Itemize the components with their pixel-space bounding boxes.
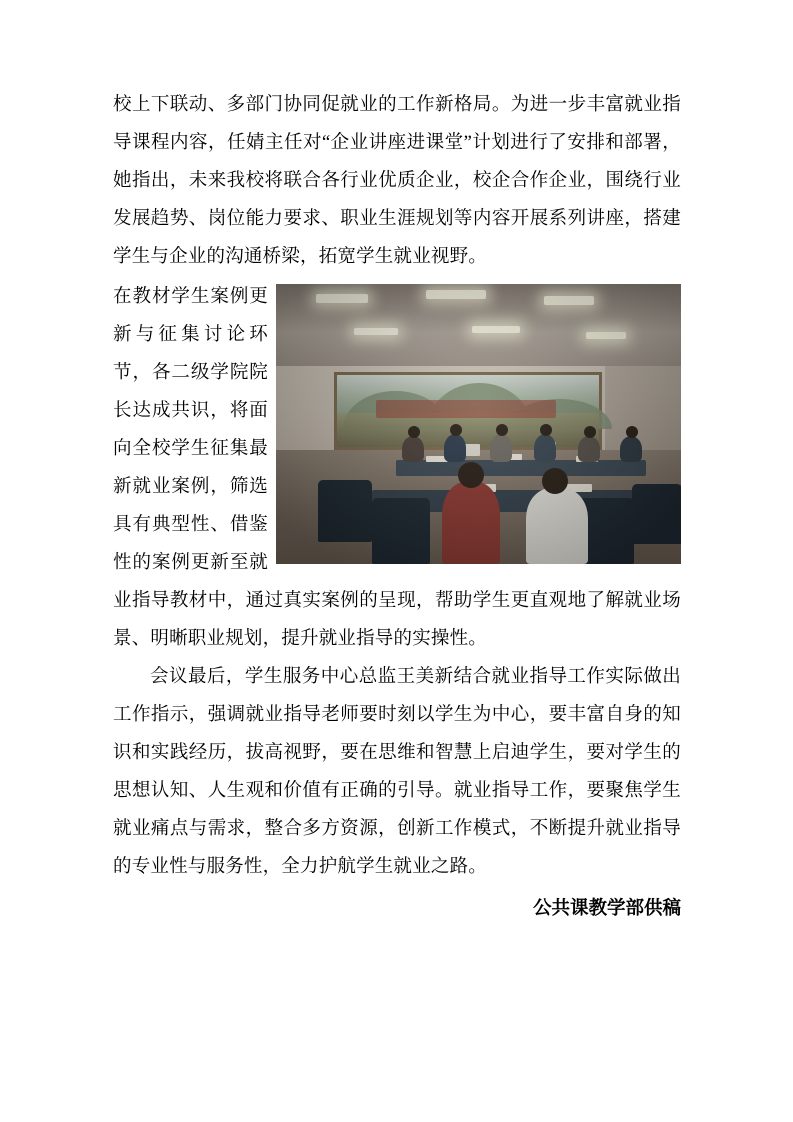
ceiling-light-5	[472, 326, 520, 333]
attendee-near-red-head	[458, 462, 484, 488]
attendee-far-3	[490, 434, 512, 462]
attendee-far-1-head	[408, 426, 420, 438]
ceiling-light-4	[354, 328, 398, 335]
paragraph-3: 会议最后，学生服务中心总监王美新结合就业指导工作实际做出工作指示，强调就业指导老师要时刻以学生为中心，要丰富自身的知识和实践经历，拔高视野，要在思维和智慧上启迪学生，要对学生的思想认知、人生观和价值有正确的引导。就业指导工作，要聚焦学生就业痛点与需求，整合多方资源，创新工作模式，不断提升就业指导的专业性与服务性，全力护航学生就业之路。	[113, 667, 681, 877]
photo-right-wall	[605, 366, 681, 458]
attendee-far-5-head	[584, 426, 596, 438]
conference-table-far	[396, 460, 646, 476]
attendee-near-white	[526, 488, 588, 564]
ceiling-light-2	[426, 290, 486, 299]
attendee-far-2	[444, 434, 466, 462]
attendee-far-3-head	[496, 424, 508, 436]
attendee-far-5	[578, 436, 600, 462]
figure-with-wrapped-text	[113, 278, 681, 658]
attendee-far-1	[402, 436, 424, 462]
attendee-far-4	[534, 434, 556, 462]
chair-left-1	[318, 480, 372, 542]
attendee-far-6-head	[626, 426, 638, 438]
attendee-near-white-head	[542, 468, 568, 494]
ceiling-light-6	[586, 332, 626, 339]
chair-left-2	[372, 498, 430, 564]
meeting-banner	[376, 400, 556, 418]
ceiling-light-3	[544, 296, 594, 305]
attendee-far-4-head	[540, 424, 552, 436]
paragraph-2: 在教材学生案例更新与征集讨论环节，各二级学院院长达成共识，将面向全校学生征集最新就业案例，筛选具有典型性、借鉴性的案例更新至就业指导教材中，通过真实案例的呈现，帮助学生更直观地了解就业场景、明晰职业规划，提升就业指导的实操性。	[113, 287, 681, 649]
attendee-far-6	[620, 436, 642, 462]
document-signature: 公共课教学部供稿	[532, 899, 681, 919]
chair-right-2	[632, 484, 681, 544]
meeting-photo	[276, 284, 681, 564]
attendee-near-red	[442, 482, 500, 564]
attendee-far-2-head	[450, 424, 462, 436]
document-body	[113, 86, 681, 928]
paragraph-1: 校上下联动、多部门协同促就业的工作新格局。为进一步丰富就业指导课程内容，任婧主任对“企业讲座进课堂”计划进行了安排和部署，她指出，未来我校将联合各行业优质企业，校企合作企业，围绕行业发展趋势、岗位能力要求、职业生涯规划等内容开展系列讲座，搭建学生与企业的沟通桥梁，拓宽学生就业视野。	[113, 95, 681, 267]
ceiling-light-1	[316, 294, 368, 303]
